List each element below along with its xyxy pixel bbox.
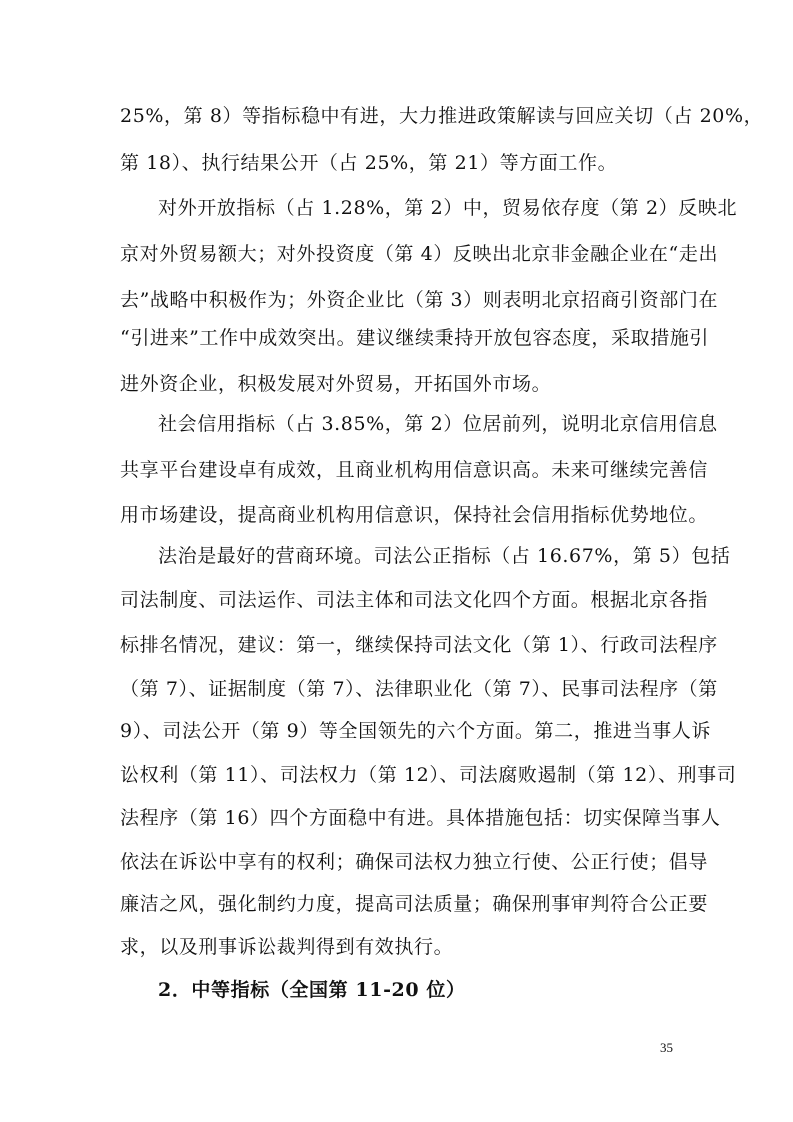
paragraph-start: 法治是最好的营商环境。司法公正指标（占 16.67%，第 5）包括 <box>158 545 731 567</box>
text-line: 用市场建设，提高商业机构用信意识，保持社会信用指标优势地位。 <box>120 504 709 526</box>
text-line: 依法在诉讼中享有的权利；确保司法权力独立行使、公正行使；倡导 <box>120 851 709 873</box>
page-number: 35 <box>660 1040 673 1055</box>
paragraph-start: 对外开放指标（占 1.28%，第 2）中，贸易依存度（第 2）反映北 <box>158 197 738 219</box>
text-line: 司法制度、司法运作、司法主体和司法文化四个方面。根据北京各指 <box>120 589 709 611</box>
section-heading: 2．中等指标（全国第 11-20 位） <box>158 979 466 1001</box>
text-line: 第 18）、执行结果公开（占 25%，第 21）等方面工作。 <box>120 152 618 174</box>
text-line: （第 7）、证据制度（第 7）、法律职业化（第 7）、民事司法程序（第 <box>120 678 718 700</box>
text-line: 讼权利（第 11）、司法权力（第 12）、司法腐败遏制（第 12）、刑事司 <box>120 764 737 786</box>
text-line: 共享平台建设卓有成效，且商业机构用信意识高。未来可继续完善信 <box>120 459 709 481</box>
text-line: 进外资企业，积极发展对外贸易，开拓国外市场。 <box>120 373 552 395</box>
paragraph-start: 社会信用指标（占 3.85%，第 2）位居前列，说明北京信用信息 <box>158 413 718 435</box>
text-line: 廉洁之风，强化制约力度，提高司法质量；确保刑事审判符合公正要 <box>120 893 709 915</box>
text-line: 9）、司法公开（第 9）等全国领先的六个方面。第二，推进当事人诉 <box>120 720 711 742</box>
text-line: 25%，第 8）等指标稳中有进，大力推进政策解读与回应关切（占 20%， <box>120 105 764 127</box>
text-line: 去”战略中积极作为；外资企业比（第 3）则表明北京招商引资部门在 <box>120 289 719 311</box>
text-line: 法程序（第 16）四个方面稳中有进。具体措施包括：切实保障当事人 <box>120 807 721 829</box>
text-line: 标排名情况，建议：第一，继续保持司法文化（第 1）、行政司法程序 <box>120 634 718 656</box>
text-line: “引进来”工作中成效突出。建议继续秉持开放包容态度，采取措施引 <box>120 327 710 349</box>
text-line: 京对外贸易额大；对外投资度（第 4）反映出北京非金融企业在“走出 <box>120 243 719 265</box>
text-line: 求，以及刑事诉讼裁判得到有效执行。 <box>120 936 454 958</box>
